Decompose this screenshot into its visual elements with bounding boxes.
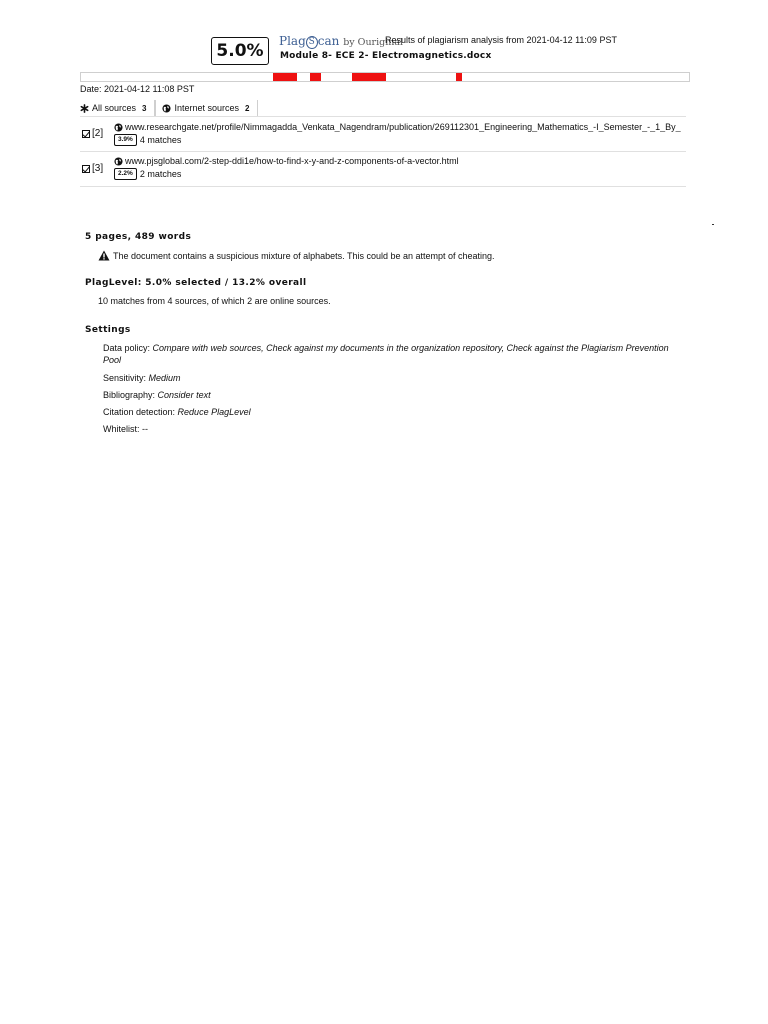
document-title: Module 8- ECE 2- Electromagnetics.docx <box>280 51 492 61</box>
source-index: [2] <box>92 128 104 139</box>
source-details <box>114 134 181 146</box>
divider <box>80 186 686 187</box>
tab-divider <box>257 100 258 116</box>
source-tabs <box>80 100 258 116</box>
source-details <box>114 168 181 180</box>
setting-whitelist <box>103 424 148 436</box>
source-row[interactable] <box>80 152 686 186</box>
setting-label: Whitelist: <box>103 424 143 434</box>
globe-icon <box>162 104 171 113</box>
setting-label: Bibliography: <box>103 390 158 400</box>
match-distribution-bar[interactable] <box>80 72 690 82</box>
warning-icon <box>98 250 110 261</box>
results-heading: Results of plagiarism analysis from 2021-04-12 11:09 PST <box>385 35 617 45</box>
setting-value: Compare with web sources, Check against my documents in the organization repository, Check against the Plagiarism Prevention Pool <box>103 343 669 365</box>
globe-icon <box>114 157 123 166</box>
source-matches: 4 matches <box>139 135 182 145</box>
setting-value: Reduce PlagLevel <box>177 407 251 417</box>
source-row[interactable] <box>80 117 686 151</box>
checkbox-checked-icon <box>82 165 90 173</box>
setting-label: Sensitivity: <box>103 373 149 383</box>
tab-all-sources[interactable] <box>80 100 155 116</box>
setting-citation-detection <box>103 407 251 419</box>
setting-value: -- <box>142 424 149 434</box>
setting-label: Citation detection: <box>103 407 178 417</box>
source-percent-badge: 2.2% <box>114 168 137 180</box>
plaglevel-score-box <box>211 37 269 65</box>
tab-internet-sources-count: 2 <box>245 103 250 113</box>
asterisk-icon <box>80 104 89 113</box>
source-url: www.researchgate.net/profile/Nimmagadda_Venkata_Nagendram/publication/269112301_Engineering_Mathematics_-I_Semester_-_1_By_ <box>125 122 681 132</box>
plagscan-logo: Plag S can by Ouriginal <box>279 34 404 48</box>
source-checkbox[interactable] <box>82 128 103 139</box>
source-link[interactable] <box>114 156 686 166</box>
source-link[interactable] <box>114 122 686 132</box>
plaglevel-summary: 10 matches from 4 sources, of which 2 are online sources. <box>98 296 331 306</box>
setting-label: Data policy: <box>103 343 153 353</box>
setting-data-policy <box>103 343 688 366</box>
match-segment[interactable] <box>310 73 321 81</box>
setting-bibliography <box>103 390 211 402</box>
setting-value: Consider text <box>157 390 211 400</box>
checkbox-checked-icon <box>82 130 90 138</box>
analysis-date: Date: 2021-04-12 11:08 PST <box>80 84 195 94</box>
setting-value: Medium <box>148 373 181 383</box>
source-checkbox[interactable] <box>82 163 103 174</box>
stray-mark <box>712 224 714 225</box>
match-segment[interactable] <box>273 73 297 81</box>
tab-all-sources-label: All sources <box>92 103 137 113</box>
tab-internet-sources-label: Internet sources <box>174 103 240 113</box>
match-segment[interactable] <box>352 73 386 81</box>
tab-internet-sources[interactable] <box>155 100 257 116</box>
tab-all-sources-count: 3 <box>142 103 147 113</box>
pages-words-heading: 5 pages, 489 words <box>85 232 192 242</box>
source-matches: 2 matches <box>139 169 182 179</box>
plaglevel-heading: PlagLevel: 5.0% selected / 13.2% overall <box>85 278 307 288</box>
source-percent-badge: 3.9% <box>114 134 137 146</box>
source-url: www.pjsglobal.com/2-step-ddi1e/how-to-find-x-y-and-z-components-of-a-vector.html <box>125 156 459 166</box>
globe-icon <box>114 123 123 132</box>
settings-heading: Settings <box>85 325 131 335</box>
warning-text: The document contains a suspicious mixture of alphabets. This could be an attempt of cheating. <box>113 250 495 261</box>
match-segment[interactable] <box>456 73 462 81</box>
suspicious-alphabet-warning <box>98 250 495 261</box>
plaglevel-score: 5.0% <box>216 41 264 61</box>
source-index: [3] <box>92 163 104 174</box>
setting-sensitivity <box>103 373 181 385</box>
